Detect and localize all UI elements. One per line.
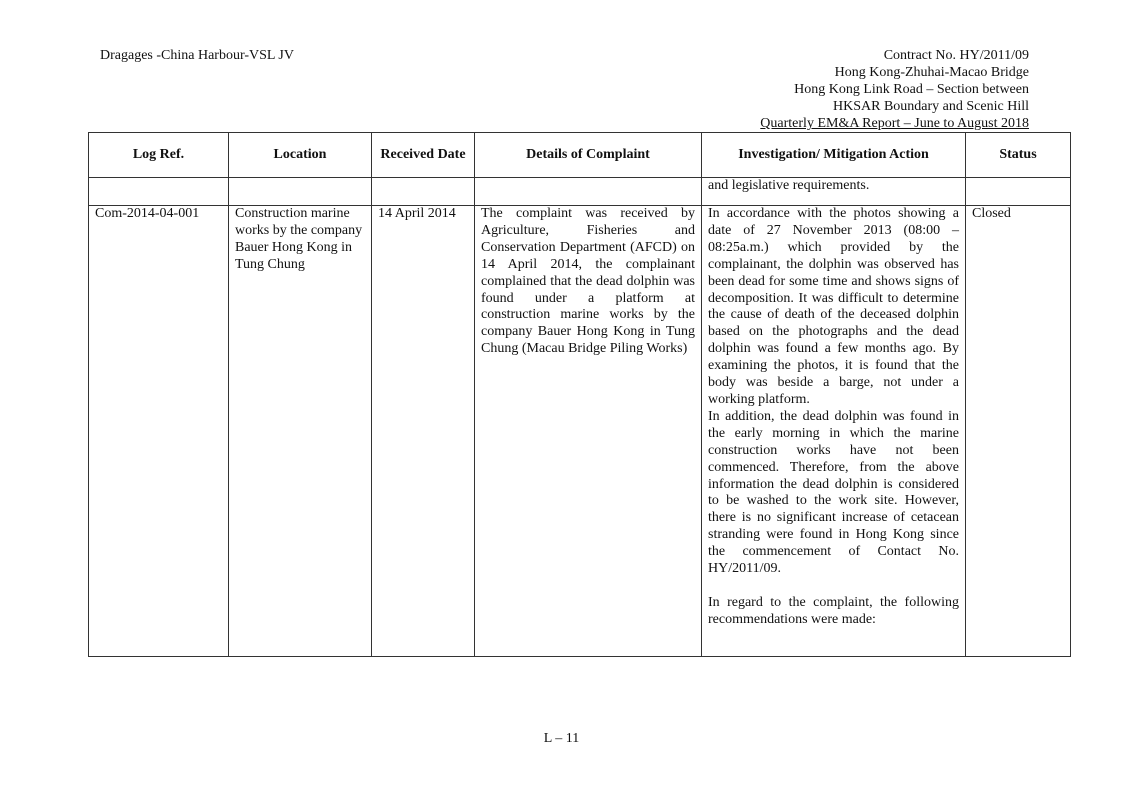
- cell-empty: [475, 178, 702, 206]
- cell-empty: [372, 178, 475, 206]
- complaint-log-table: [88, 132, 1071, 657]
- cell-investigation-continued: and legislative requirements.: [702, 178, 966, 206]
- column-header-status: Status: [966, 133, 1071, 178]
- cell-log-ref: Com-2014-04-001: [89, 206, 229, 657]
- column-header-details: Details of Complaint: [475, 133, 702, 178]
- cell-location: Construction marine works by the company Bauer Hong Kong in Tung Chung: [229, 206, 372, 657]
- investigation-paragraph-2: In addition, the dead dolphin was found in the early morning in which the marine construction works have not been commenced. Therefore, from the above information the dead dolphin is considered to be washed to the work site. However, there is no significant increase of cetacean stranding were found in Hong Kong since the commencement of Contact No. HY/2011/09.: [708, 408, 959, 577]
- cell-received-date: 14 April 2014: [372, 206, 475, 657]
- table-row: [89, 206, 1071, 657]
- page-number: L – 11: [543, 731, 580, 746]
- column-header-received-date: Received Date: [372, 133, 475, 178]
- column-header-log-ref: Log Ref.: [89, 133, 229, 178]
- cell-empty: [229, 178, 372, 206]
- header-contract-info: [760, 47, 1029, 132]
- header-report-title: Quarterly EM&A Report – June to August 2018: [760, 116, 1029, 131]
- cell-details: The complaint was received by Agriculture, Fisheries and Conservation Department (AFCD) on 14 April 2014, the complainant complained that the dead dolphin was found under a platform at construction marine works by the company Bauer Hong Kong in Tung Chung (Macau Bridge Piling Works): [475, 206, 702, 657]
- cell-investigation: [702, 206, 966, 657]
- header-section-line2: HKSAR Boundary and Scenic Hill: [833, 99, 1029, 114]
- cell-status: Closed: [966, 206, 1071, 657]
- column-header-location: Location: [229, 133, 372, 178]
- table-header-row: [89, 133, 1071, 178]
- paragraph-spacer: [708, 578, 959, 595]
- header-section-line1: Hong Kong Link Road – Section between: [794, 82, 1029, 97]
- investigation-paragraph-1: In accordance with the photos showing a date of 27 November 2013 (08:00 – 08:25a.m.) which provided by the complainant, the dolphin was observed has been dead for some time and shows signs of decomposition. It was difficult to determine the cause of death of the deceased dolphin based on the photographs and the dead dolphin was found a few months ago. By examining the photos, it is found that the body was beside a barge, not under a working platform.: [708, 206, 959, 407]
- investigation-paragraph-3: In regard to the complaint, the following recommendations were made:: [708, 594, 959, 627]
- header-contract-number: Contract No. HY/2011/09: [883, 48, 1029, 63]
- column-header-investigation: Investigation/ Mitigation Action: [702, 133, 966, 178]
- cell-empty: [89, 178, 229, 206]
- header-project-name: Hong Kong-Zhuhai-Macao Bridge: [834, 65, 1029, 80]
- table-row-continued: [89, 178, 1071, 206]
- header-contractor: Dragages -China Harbour-VSL JV: [100, 48, 294, 63]
- cell-empty: [966, 178, 1071, 206]
